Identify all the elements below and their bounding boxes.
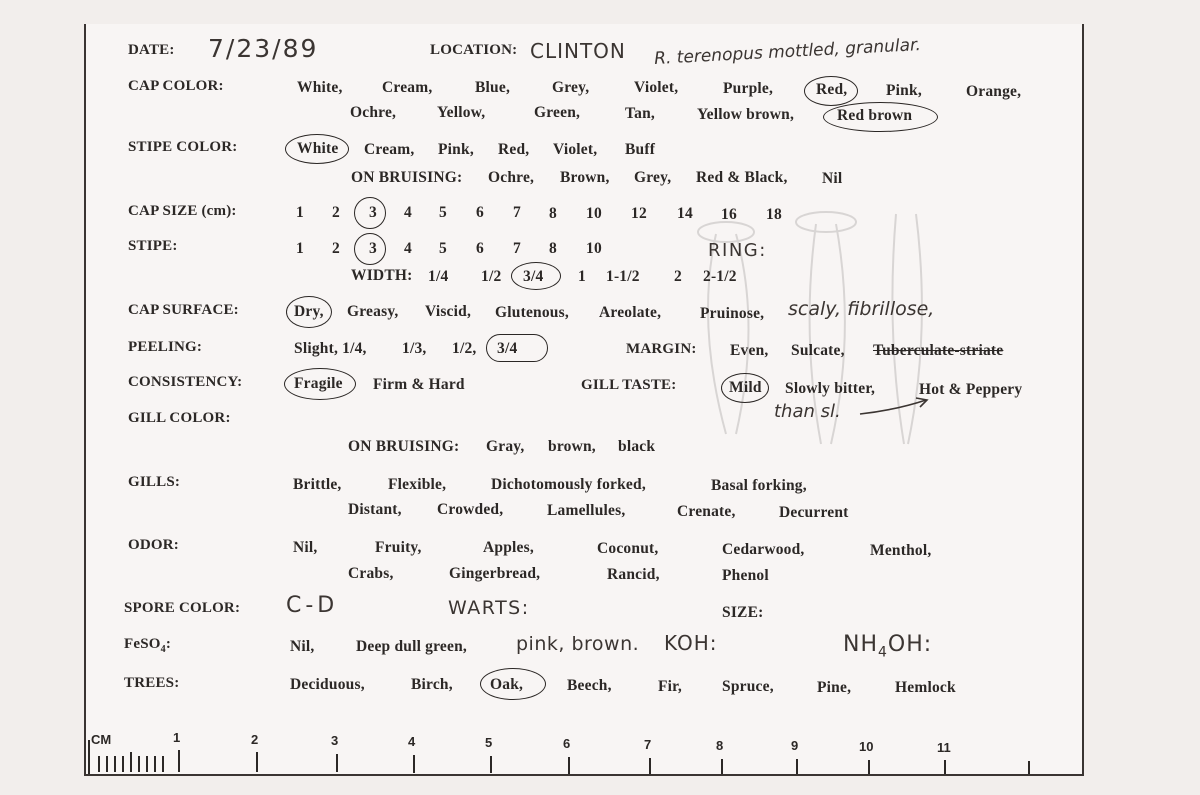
cap-color-option: Cream, xyxy=(382,79,433,96)
stipe-width-value: 1/2 xyxy=(481,268,502,285)
ring-label: RING: xyxy=(708,240,767,261)
stipe-color-option: Pink, xyxy=(438,141,474,158)
gill-color-label: GILL COLOR: xyxy=(128,410,231,426)
mushroom-record-card xyxy=(84,24,1084,776)
cap-size-value: 4 xyxy=(404,204,412,221)
ruler-tick xyxy=(336,754,338,772)
margin-label: MARGIN: xyxy=(626,341,697,357)
stipe-length-value: 5 xyxy=(439,240,447,257)
cap-surface-option: Areolate, xyxy=(599,304,662,321)
ruler-tick xyxy=(162,756,164,772)
peeling-option-selected: 3/4 xyxy=(497,340,518,357)
consistency-option-selected: Fragile xyxy=(294,375,343,392)
margin-option: Tuberculate-striate xyxy=(873,342,1004,359)
cap-size-value: 16 xyxy=(721,206,737,223)
peeling-option: Slight, 1/4, xyxy=(294,340,367,357)
gills-option: Dichotomously forked, xyxy=(491,476,646,493)
ruler-number: 11 xyxy=(937,740,951,755)
gill-taste-option: Slowly bitter, xyxy=(785,380,876,397)
selection-circle xyxy=(284,368,356,400)
ruler-tick xyxy=(1028,761,1030,776)
cap-surface-option: Viscid, xyxy=(425,303,472,320)
gill-bruising-label: ON BRUISING: xyxy=(348,438,460,455)
odor-option: Apples, xyxy=(483,539,534,556)
cap-size-value: 6 xyxy=(476,204,484,221)
location-label: LOCATION: xyxy=(430,42,518,58)
gills-option: Crowded, xyxy=(437,501,504,518)
cap-size-value: 10 xyxy=(586,205,602,222)
cap-color-option: Ochre, xyxy=(350,104,397,121)
ruler-tick xyxy=(413,755,415,773)
odor-option: Cedarwood, xyxy=(722,541,805,558)
odor-option: Nil, xyxy=(293,539,318,556)
trees-option: Hemlock xyxy=(895,679,956,696)
cap-size-value: 14 xyxy=(677,205,693,222)
stipe-width-value: 1/4 xyxy=(428,268,449,285)
odor-option: Phenol xyxy=(722,567,769,584)
location-value: CLINTON xyxy=(530,39,626,63)
handwritten-arrow-icon xyxy=(856,394,936,420)
cap-color-option: Purple, xyxy=(723,80,774,97)
consistency-label: CONSISTENCY: xyxy=(128,374,243,390)
feso4-option: Deep dull green, xyxy=(356,638,467,655)
gill-taste-option-selected: Mild xyxy=(729,379,762,396)
consistency-option: Firm & Hard xyxy=(373,376,465,393)
cap-color-option: Green, xyxy=(534,104,581,121)
ruler-number: 4 xyxy=(408,734,416,749)
cap-color-option: Yellow, xyxy=(437,104,486,121)
cap-color-option: Yellow brown, xyxy=(697,106,795,123)
stipe-width-value: 2-1/2 xyxy=(703,268,737,285)
selection-circle xyxy=(511,262,561,290)
margin-option: Sulcate, xyxy=(791,342,845,359)
stipe-length-value: 7 xyxy=(513,240,521,257)
trees-option: Spruce, xyxy=(722,678,774,695)
bleed-through-sketch xyxy=(646,204,1006,464)
gill-taste-label: GILL TASTE: xyxy=(581,377,677,393)
gills-option: Brittle, xyxy=(293,476,342,493)
ruler-number: 9 xyxy=(791,738,799,753)
ruler-tick xyxy=(122,756,124,772)
ruler-tick xyxy=(146,756,148,772)
cap-color-option-selected: Red brown xyxy=(837,107,913,124)
trees-label: TREES: xyxy=(124,675,180,691)
selection-circle xyxy=(486,334,548,362)
size-label: SIZE: xyxy=(722,604,764,621)
selection-circle xyxy=(286,296,332,328)
koh-label: KOH: xyxy=(664,631,718,655)
selection-circle xyxy=(354,197,386,229)
ruler-tick xyxy=(721,759,723,775)
peeling-option: 1/3, xyxy=(402,340,427,357)
spore-color-label: SPORE COLOR: xyxy=(124,600,241,616)
species-note: R. terenopus mottled, granular. xyxy=(653,35,922,69)
stipe-width-value: 2 xyxy=(674,268,682,285)
ruler-tick xyxy=(138,756,140,772)
cap-size-value: 7 xyxy=(513,204,521,221)
stipe-color-option: Buff xyxy=(625,141,656,158)
selection-circle xyxy=(721,373,769,403)
trees-option: Fir, xyxy=(658,678,682,695)
ruler-tick xyxy=(649,758,651,774)
stipe-width-value: 1-1/2 xyxy=(606,268,640,285)
ruler-number: 2 xyxy=(251,732,259,747)
stipe-bruising-option: Brown, xyxy=(560,169,610,186)
peeling-option: 1/2, xyxy=(452,340,477,357)
trees-option: Birch, xyxy=(411,676,453,693)
selection-circle xyxy=(480,668,546,700)
stipe-bruising-option: Ochre, xyxy=(488,169,535,186)
spore-color-value: C-D xyxy=(286,593,339,618)
trees-option: Beech, xyxy=(567,677,612,694)
stipe-bruising-option: Nil xyxy=(822,170,843,187)
ruler-tick xyxy=(568,757,570,774)
ruler-number: 6 xyxy=(563,736,571,751)
gills-option: Decurrent xyxy=(779,504,849,521)
trees-option: Deciduous, xyxy=(290,676,365,693)
cap-color-option: Orange, xyxy=(966,83,1022,100)
odor-option: Gingerbread, xyxy=(449,565,541,582)
stipe-length-value: 4 xyxy=(404,240,412,257)
cap-surface-option: Greasy, xyxy=(347,303,399,320)
cap-color-option: Pink, xyxy=(886,82,922,99)
feso4-label: FeSO$_4$: xyxy=(124,636,172,655)
ruler-number: 5 xyxy=(485,735,493,750)
ruler-number: 3 xyxy=(331,733,339,748)
gills-option: Distant, xyxy=(348,501,402,518)
stipe-color-option: Violet, xyxy=(553,141,598,158)
cap-color-option: Violet, xyxy=(634,79,679,96)
nh4oh-label: $NH_4OH$: xyxy=(843,632,933,661)
gill-bruising-option: brown, xyxy=(548,438,596,455)
cap-size-value: 2 xyxy=(332,204,340,221)
cap-size-value: 5 xyxy=(439,204,447,221)
stipe-bruising-label: ON BRUISING: xyxy=(351,169,463,186)
selection-circle xyxy=(285,134,349,164)
odor-label: ODOR: xyxy=(128,537,179,553)
stipe-color-option: Red, xyxy=(498,141,530,158)
odor-option: Rancid, xyxy=(607,566,660,583)
cap-size-label: CAP SIZE (cm): xyxy=(128,203,237,219)
stipe-color-label: STIPE COLOR: xyxy=(128,139,238,155)
gills-option: Basal forking, xyxy=(711,477,807,494)
selection-circle xyxy=(823,102,938,132)
stipe-width-value: 1 xyxy=(578,268,586,285)
stipe-length-value: 2 xyxy=(332,240,340,257)
ruler-number: 1 xyxy=(173,730,181,745)
odor-option: Fruity, xyxy=(375,539,422,556)
trees-option: Pine, xyxy=(817,679,852,696)
ruler-unit-label: CM xyxy=(91,732,112,747)
ruler-number: 10 xyxy=(859,739,874,754)
ruler-tick xyxy=(178,750,180,772)
odor-option: Coconut, xyxy=(597,540,659,557)
cap-surface-option: Glutenous, xyxy=(495,304,569,321)
ruler-tick xyxy=(106,756,108,772)
ruler-number: 8 xyxy=(716,738,724,753)
stipe-label: STIPE: xyxy=(128,238,178,254)
cap-surface-option: Pruinose, xyxy=(700,305,765,322)
stipe-length-value: 6 xyxy=(476,240,484,257)
ruler-tick xyxy=(154,756,156,772)
odor-option: Crabs, xyxy=(348,565,394,582)
cap-size-value-selected: 3 xyxy=(369,204,377,221)
cap-color-option-selected: Red, xyxy=(816,81,848,98)
cap-size-value: 12 xyxy=(631,205,647,222)
feso4-option: Nil, xyxy=(290,638,315,655)
gills-option: Flexible, xyxy=(388,476,447,493)
cap-color-option: Blue, xyxy=(475,79,511,96)
stipe-length-value: 8 xyxy=(549,240,557,257)
stipe-color-option-selected: White xyxy=(297,140,339,157)
cap-color-option: Grey, xyxy=(552,79,590,96)
gill-taste-option: Hot & Peppery xyxy=(919,381,1023,398)
cap-surface-option-selected: Dry, xyxy=(294,303,324,320)
stipe-color-option: Cream, xyxy=(364,141,415,158)
gills-option: Crenate, xyxy=(677,503,736,520)
cap-surface-label: CAP SURFACE: xyxy=(128,302,239,318)
gill-bruising-option: Gray, xyxy=(486,438,525,455)
ruler-tick xyxy=(98,756,100,772)
date-value: 7/23/89 xyxy=(208,34,319,63)
stipe-bruising-option: Red & Black, xyxy=(696,169,788,186)
ruler-tick xyxy=(868,760,870,775)
ruler-tick xyxy=(796,759,798,775)
trees-option-selected: Oak, xyxy=(490,676,524,693)
stipe-bruising-option: Grey, xyxy=(634,169,672,186)
selection-circle xyxy=(354,233,386,265)
cap-color-option: Tan, xyxy=(625,105,655,122)
cap-color-label: CAP COLOR: xyxy=(128,78,224,94)
ruler-tick xyxy=(490,756,492,773)
ruler-tick xyxy=(256,752,258,772)
margin-option: Even, xyxy=(730,342,769,359)
cap-size-value: 18 xyxy=(766,206,782,223)
ruler-tick xyxy=(130,752,132,772)
stipe-length-value-selected: 3 xyxy=(369,240,377,257)
cap-color-option: White, xyxy=(297,79,343,96)
cap-surface-handwritten: scaly, fibrillose, xyxy=(788,298,935,320)
stipe-length-value: 1 xyxy=(296,240,304,257)
ruler-number: 7 xyxy=(644,737,652,752)
cap-size-value: 1 xyxy=(296,204,304,221)
gill-bruising-option: black xyxy=(618,438,656,455)
peeling-label: PEELING: xyxy=(128,339,203,355)
stipe-width-label: WIDTH: xyxy=(351,267,413,284)
ruler-tick xyxy=(114,756,116,772)
gill-taste-note: than sl. xyxy=(774,401,841,422)
ruler-tick xyxy=(944,760,946,775)
feso4-handwritten: pink, brown. xyxy=(516,633,640,655)
cap-size-value: 8 xyxy=(549,205,557,222)
date-label: DATE: xyxy=(128,42,175,58)
stipe-width-value-selected: 3/4 xyxy=(523,268,544,285)
gills-option: Lamellules, xyxy=(547,502,626,519)
warts-label: WARTS: xyxy=(448,597,530,619)
stipe-length-value: 10 xyxy=(586,240,602,257)
odor-option: Menthol, xyxy=(870,542,932,559)
selection-circle xyxy=(804,76,858,106)
gills-label: GILLS: xyxy=(128,474,181,490)
ruler-tick xyxy=(88,740,90,776)
centimeter-ruler xyxy=(86,724,1084,776)
